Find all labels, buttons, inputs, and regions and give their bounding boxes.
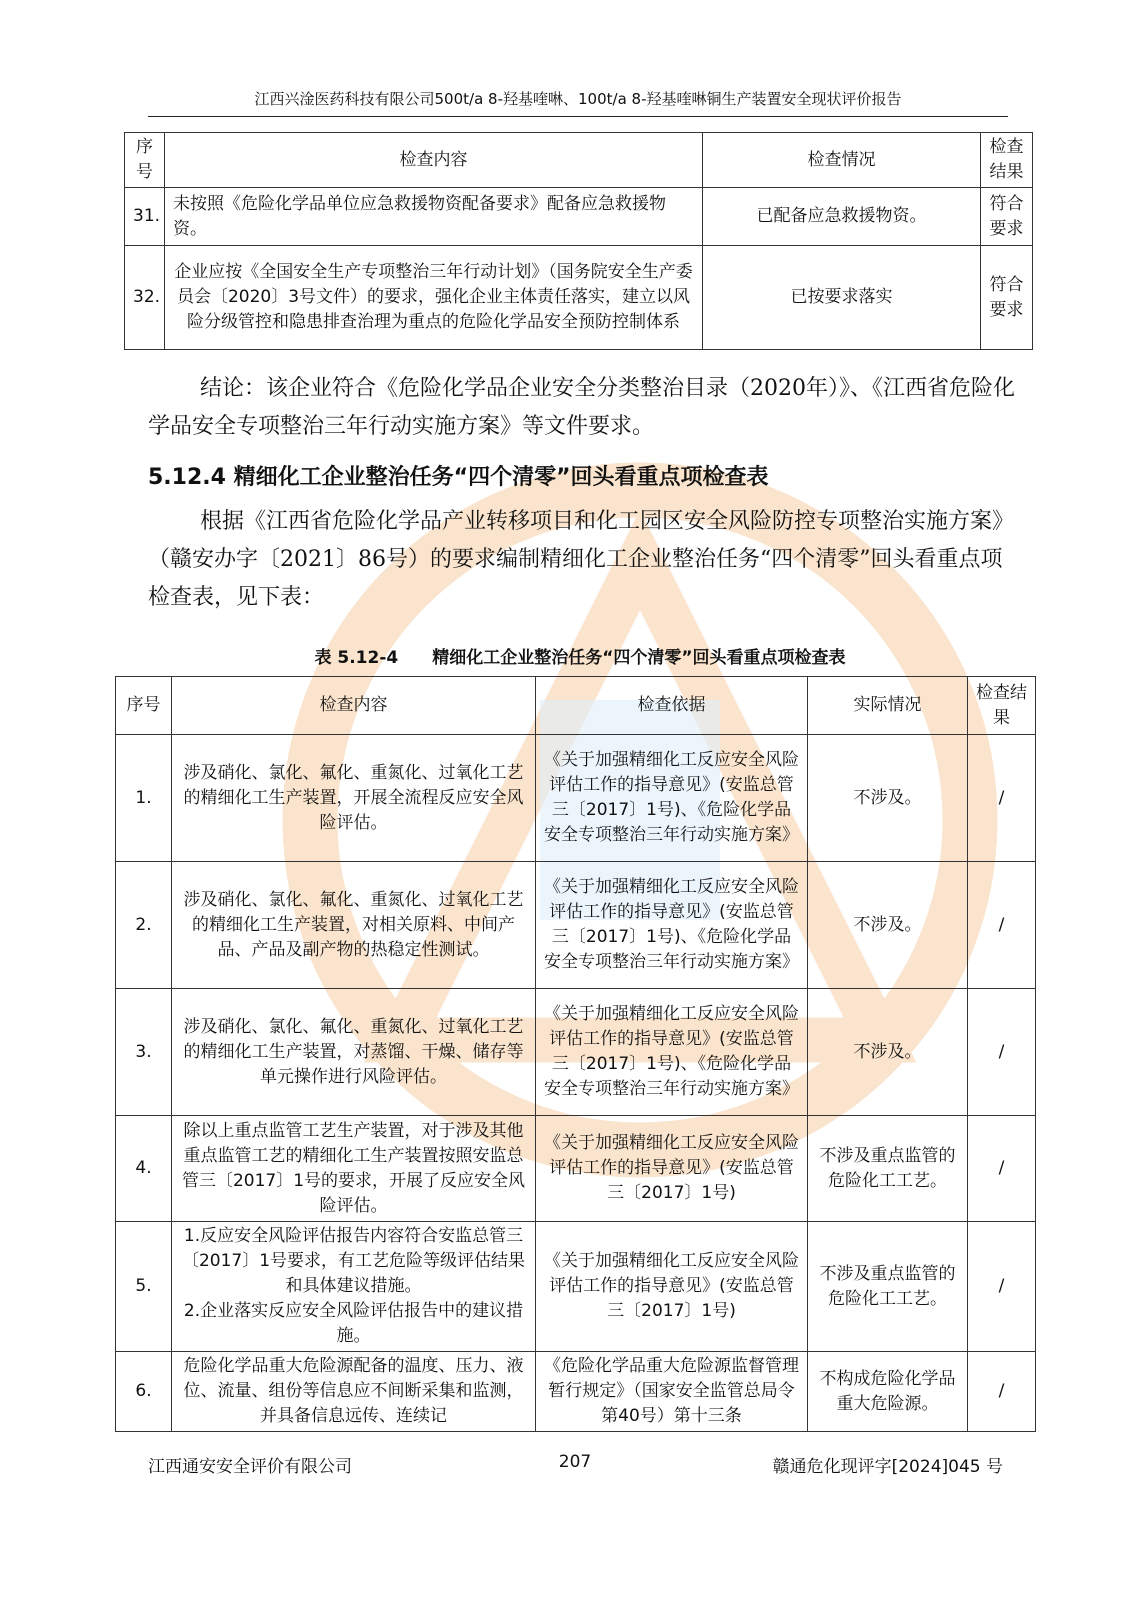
column-header: 检查结果: [981, 133, 1033, 188]
check-content: 涉及硝化、氯化、氟化、重氮化、过氧化工艺的精细化工生产装置，对相关原料、中间产品、产品及副产物的热稳定性测试。: [172, 862, 536, 989]
check-basis: 《关于加强精细化工反应安全风险评估工作的指导意见》(安监总管三〔2017〕1号): [536, 1116, 808, 1222]
actual-status: 不涉及重点监管的危险化工工艺。: [808, 1116, 968, 1222]
page-number: 207: [558, 1452, 592, 1472]
table-header-row: [125, 133, 1033, 188]
body-paragraph: [148, 503, 1018, 617]
check-basis: 《关于加强精细化工反应安全风险评估工作的指导意见》(安监总管三〔2017〕1号)、《危险化学品安全专项整治三年行动实施方案》: [536, 989, 808, 1116]
four-clearances-checklist-table: [115, 676, 1036, 1432]
table-row: [116, 1222, 1036, 1352]
check-result: /: [968, 862, 1036, 989]
check-result: /: [968, 735, 1036, 862]
row-number: 3.: [116, 989, 172, 1116]
actual-status: 不构成危险化学品重大危险源。: [808, 1352, 968, 1432]
column-header: 实际情况: [808, 677, 968, 735]
check-basis: 《危险化学品重大危险源监督管理暂行规定》（国家安全监管总局令第40号）第十三条: [536, 1352, 808, 1432]
table-row: [116, 862, 1036, 989]
column-header: 序号: [125, 133, 165, 188]
row-number: 5.: [116, 1222, 172, 1352]
column-header: 检查内容: [172, 677, 536, 735]
check-content: 除以上重点监管工艺生产装置，对于涉及其他重点监管工艺的精细化工生产装置按照安监总管三〔2017〕1号的要求，开展了反应安全风险评估。: [172, 1116, 536, 1222]
table-row: [116, 1352, 1036, 1432]
check-result: /: [968, 1222, 1036, 1352]
check-basis: 《关于加强精细化工反应安全风险评估工作的指导意见》(安监总管三〔2017〕1号)、《危险化学品安全专项整治三年行动实施方案》: [536, 735, 808, 862]
column-header: 检查结果: [968, 677, 1036, 735]
row-number: 6.: [116, 1352, 172, 1432]
body-text: 根据《江西省危险化学品产业转移项目和化工园区安全风险防控专项整治实施方案》（赣安办字〔2021〕86号）的要求编制精细化工企业整治任务“四个清零”回头看重点项检查表，见下表：: [148, 509, 1015, 610]
column-header: 检查内容: [165, 133, 703, 188]
check-content: 1.反应安全风险评估报告内容符合安监总管三〔2017〕1号要求，有工艺危险等级评估结果和具体建议措施。 2.企业落实反应安全风险评估报告中的建议措施。: [172, 1222, 536, 1352]
checklist-table-continued: [124, 132, 1033, 350]
check-basis: 《关于加强精细化工反应安全风险评估工作的指导意见》(安监总管三〔2017〕1号): [536, 1222, 808, 1352]
row-number: 1.: [116, 735, 172, 862]
check-content: 企业应按《全国安全生产专项整治三年行动计划》（国务院安全生产委员会〔2020〕3号文件）的要求，强化企业主体责任落实，建立以风险分级管控和隐患排查治理为重点的危险化学品安全预防控制体系: [165, 246, 703, 350]
row-number: 4.: [116, 1116, 172, 1222]
check-result: 符合要求: [981, 246, 1033, 350]
check-result: 符合要求: [981, 188, 1033, 246]
row-number: 31.: [125, 188, 165, 246]
actual-status: 不涉及。: [808, 862, 968, 989]
table-row: [116, 735, 1036, 862]
check-status: 已配备应急救援物资。: [703, 188, 981, 246]
check-content: 危险化学品重大危险源配备的温度、压力、液位、流量、组份等信息应不间断采集和监测，并具备信息远传、连续记: [172, 1352, 536, 1432]
actual-status: 不涉及。: [808, 735, 968, 862]
conclusion-paragraph: [148, 370, 1018, 446]
conclusion-text: 结论：该企业符合《危险化学品企业安全分类整治目录（2020年）》、《江西省危险化学品安全专项整治三年行动实施方案》等文件要求。: [148, 376, 1015, 439]
section-heading: 5.12.4 精细化工企业整治任务“四个清零”回头看重点项检查表: [148, 465, 769, 490]
check-result: /: [968, 1352, 1036, 1432]
running-header: 江西兴淦医药科技有限公司500t/a 8-羟基喹啉、100t/a 8-羟基喹啉铜生产装置安全现状评价报告: [254, 90, 902, 108]
table-header-row: [116, 677, 1036, 735]
column-header: 序号: [116, 677, 172, 735]
check-result: /: [968, 989, 1036, 1116]
check-content: 未按照《危险化学品单位应急救援物资配备要求》配备应急救援物资。: [165, 188, 703, 246]
column-header: 检查依据: [536, 677, 808, 735]
check-content: 涉及硝化、氯化、氟化、重氮化、过氧化工艺的精细化工生产装置，对蒸馏、干燥、储存等单元操作进行风险评估。: [172, 989, 536, 1116]
table-row: [125, 188, 1033, 246]
column-header: 检查情况: [703, 133, 981, 188]
header-divider: [148, 116, 1008, 117]
actual-status: 不涉及重点监管的危险化工工艺。: [808, 1222, 968, 1352]
check-result: /: [968, 1116, 1036, 1222]
check-status: 已按要求落实: [703, 246, 981, 350]
table-row: [125, 246, 1033, 350]
row-number: 2.: [116, 862, 172, 989]
footer-document-number: 赣通危化现评字[2024]045 号: [772, 1457, 1003, 1477]
row-number: 32.: [125, 246, 165, 350]
footer-company: 江西通安安全评价有限公司: [148, 1457, 352, 1477]
check-basis: 《关于加强精细化工反应安全风险评估工作的指导意见》(安监总管三〔2017〕1号)、《危险化学品安全专项整治三年行动实施方案》: [536, 862, 808, 989]
table-row: [116, 989, 1036, 1116]
table-row: [116, 1116, 1036, 1222]
actual-status: 不涉及。: [808, 989, 968, 1116]
table-caption: 表 5.12-4 精细化工企业整治任务“四个清零”回头看重点项检查表: [314, 648, 846, 668]
check-content: 涉及硝化、氯化、氟化、重氮化、过氧化工艺的精细化工生产装置，开展全流程反应安全风险评估。: [172, 735, 536, 862]
